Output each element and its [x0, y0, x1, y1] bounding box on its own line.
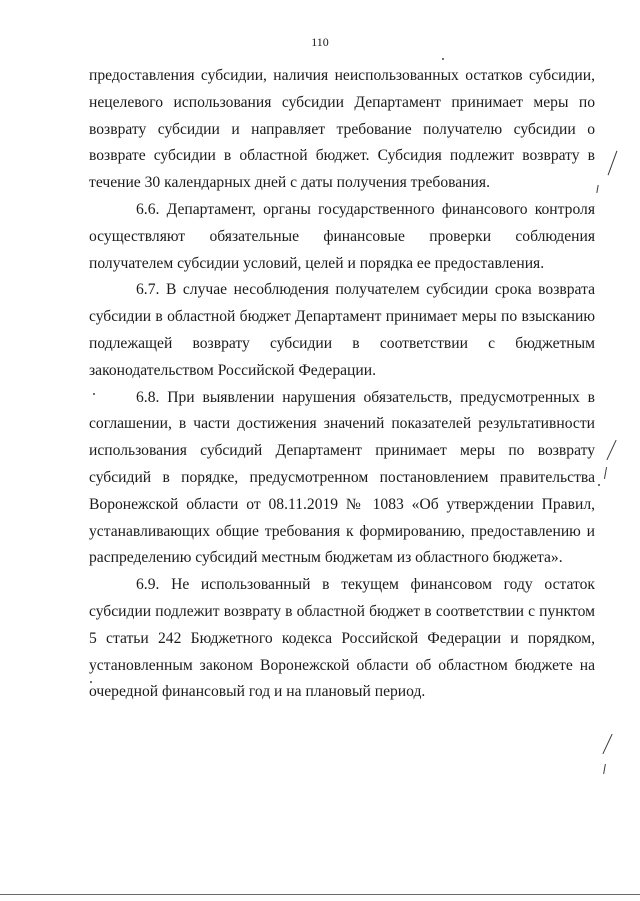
document-body	[89, 63, 595, 706]
scan-speck	[442, 58, 444, 60]
paragraph-6-8: 6.8. При выявлении нарушения обязательств, предусмотренных в соглашении, в части достижения значений показателей результативности использования субсидий Департамент принимает меры по возврату субсидий в порядке, предусмотренном постановлением правительства Воронежской области от 08.11.2019 № 1083 «Об утверждении Правил, устанавливающих общие требования к формированию, предоставлению и распределению субсидий местным бюджетам из областного бюджета».	[89, 388, 595, 567]
scan-speck	[598, 484, 600, 486]
margin-mark	[603, 764, 606, 774]
margin-mark	[602, 734, 612, 754]
paragraph-6-7: 6.7. В случае несоблюдения получателем субсидии срока возврата субсидии в областной бюджет Департамент принимает меры по взысканию подлежащей возврату субсидии в соответствии с бюджетным законодательством Российской Федерации.	[89, 281, 595, 379]
paragraph-continuation: предоставления субсидии, наличия неиспользованных остатков субсидии, нецелевого использования субсидии Департамент принимает меры по возврату субсидии и направляет требование получателю субсидии о возврате субсидии в областной бюджет. Субсидия подлежит возврату в течение 30 календарных дней с даты получения требования.	[89, 67, 595, 192]
margin-mark	[604, 467, 607, 479]
paragraph-6-6: 6.6. Департамент, органы государственного финансового контроля осуществляют обязательные финансовые проверки соблюдения получателем субсидии условий, целей и порядка ее предоставления.	[89, 200, 595, 272]
paragraph-6-9: 6.9. Не использованный в текущем финансовом году остаток субсидии подлежит возврату в областной бюджет в соответствии с пунктом 5 статьи 242 Бюджетного кодекса Российской Федерации и порядком, установленным законом Воронежской области об областном бюджете на очередной финансовый год и на плановый период.	[89, 576, 595, 701]
scan-speck	[93, 393, 95, 395]
margin-mark	[608, 151, 618, 176]
scan-edge-line	[0, 894, 640, 895]
margin-mark	[596, 185, 598, 193]
scan-speck	[90, 681, 92, 683]
margin-mark	[606, 440, 616, 460]
page-number: 110	[311, 35, 329, 49]
